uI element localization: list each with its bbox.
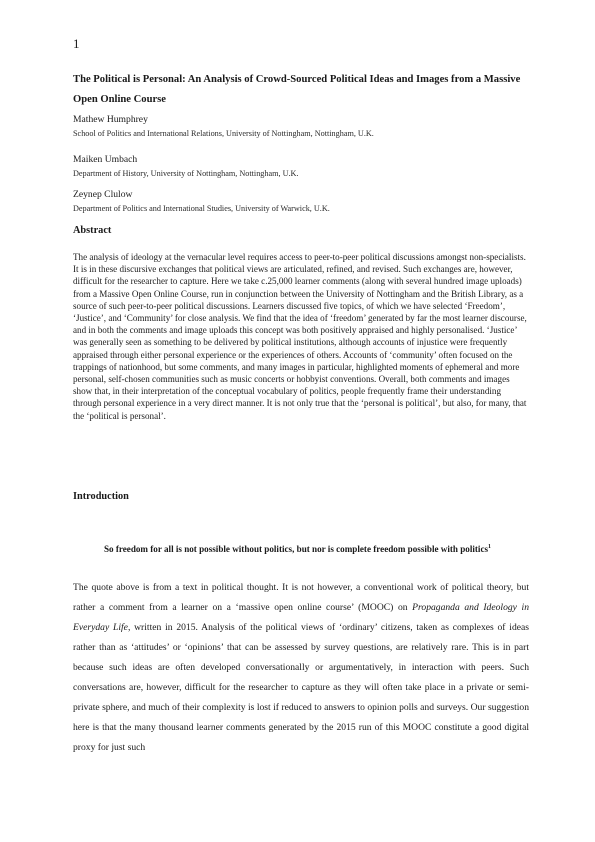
- introduction-paragraph: [73, 578, 529, 758]
- author-block: [73, 154, 543, 180]
- paragraph-text: , written in 2015. Analysis of the political views of ‘ordinary’ citizens, taken as complexes of ideas rather than as ‘attitudes’ or ‘opinions’ that can be assessed by survey questions, are relatively rare. This is in part because such ideas are often developed conversationally or argumentatively, in interaction with peers. Such conversations are, however, difficult for the researcher to capture as they will often take place in a private or semi-private sphere, and much of their complexity is lost if reduced to answers to opinion polls and surveys. Our suggestion here is that the many thousand learner comments generated by the 2015 run of this MOOC constitute a good digital proxy for just such: [73, 622, 529, 753]
- author-block: [73, 114, 543, 140]
- author-block: [73, 189, 543, 215]
- abstract-text: The analysis of ideology at the vernacular level requires access to peer-to-peer political discussions amongst non-specialists. It is in these discursive exchanges that political views are articulated, refined, and revised. Such exchanges are, however, difficult for the researcher to capture. Here we take c.25,000 learner comments (along with several hundred image uploads) from a Massive Open Online Course, run in conjunction between the University of Nottingham and the British Library, as a source of such peer-to-peer political discussions. Learners discussed five topics, of which we have selected ‘Freedom’, ‘Justice’, and ‘Community’ for close analysis. We find that the idea of ‘freedom’ generated by far the most learner discourse, and in both the comments and image uploads this concept was both positively appraised and highly personalised. ‘Justice’ was generally seen as something to be delivered by political institutions, although accounts of injustice were frequently appraised through either personal experience or the experiences of others. Accounts of ‘community’ often focused on the trappings of nationhood, but some comments, and many images in particular, highlighted moments of ephemeral and more personal, self-chosen communities such as music concerts or hobbyist conventions. Overall, both comments and images show that, in their interpretation of the conceptual vocabulary of politics, people frequently frame their understanding through personal experience in a very direct manner. It is not only true that the ‘personal is political’, but also, for many, that the ‘political is personal’.: [73, 252, 527, 421]
- page-number: 1: [73, 36, 80, 51]
- author-name: Zeynep Clulow: [73, 189, 133, 200]
- paragraph-text: The quote above is from a text in political thought. It is not however, a conventional work of political theory, but rather a comment from a learner on a ‘massive open online course’ (MOOC) on: [73, 582, 529, 613]
- abstract-heading: Abstract: [73, 225, 112, 236]
- epigraph-quote: [60, 539, 535, 559]
- author-name: Maiken Umbach: [73, 154, 138, 165]
- introduction-heading: Introduction: [73, 491, 129, 502]
- author-affiliation: School of Politics and International Relations, University of Nottingham, Nottingham, U.K.: [73, 129, 374, 138]
- footnote-marker[interactable]: 1: [488, 543, 492, 550]
- author-affiliation: Department of History, University of Nottingham, Nottingham, U.K.: [73, 169, 299, 178]
- author-name: Mathew Humphrey: [73, 114, 148, 125]
- author-affiliation: Department of Politics and International Studies, University of Warwick, U.K.: [73, 204, 330, 213]
- epigraph-text: So freedom for all is not possible without politics, but nor is complete freedom possible with politics: [103, 544, 489, 554]
- course-title-italic: Propaganda and Ideology in Everyday Life: [73, 602, 529, 633]
- paper-title: The Political is Personal: An Analysis of Crowd-Sourced Political Ideas and Images from a Massive Open Online Course: [73, 74, 521, 105]
